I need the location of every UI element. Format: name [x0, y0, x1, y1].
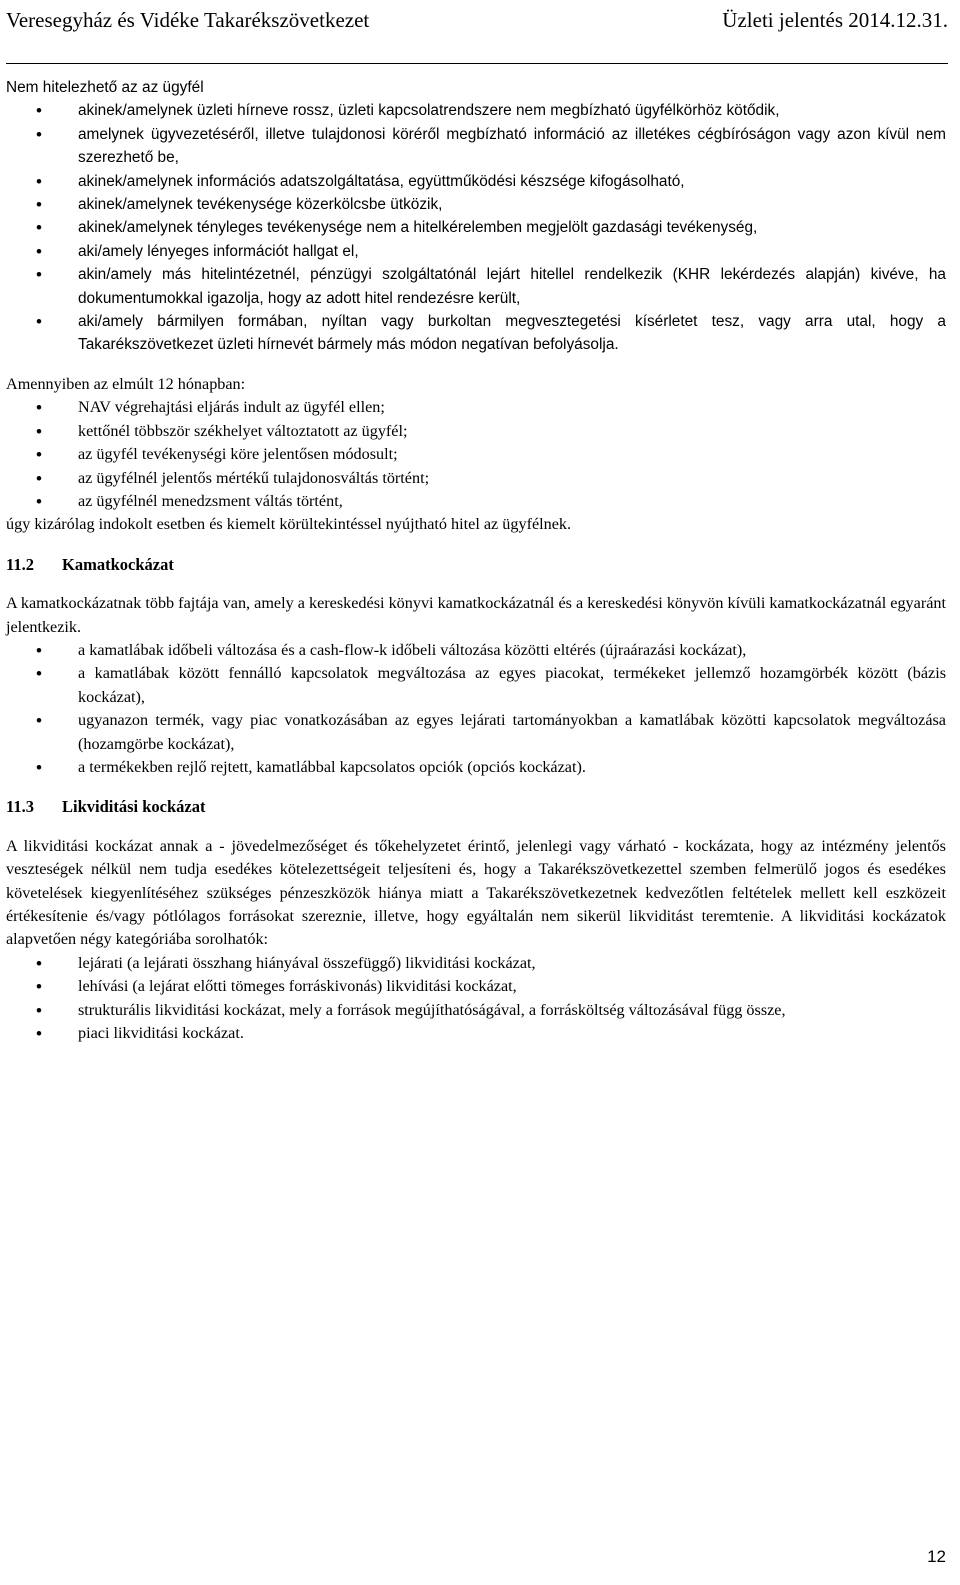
header-organization: Veresegyház és Vidéke Takarékszövetkezet: [6, 8, 370, 32]
list-item: • a kamatlábak időbeli változása és a cash-flow-k időbeli változása közötti eltérés (újraárazási kockázat),: [6, 639, 946, 662]
likvid-list: [6, 952, 946, 1046]
page-number: 12: [927, 1547, 946, 1566]
section-title: Kamatkockázat: [62, 554, 174, 574]
list-item: • lejárati (a lejárati összhang hiányával összefüggő) likviditási kockázat,: [6, 952, 946, 975]
section-heading-kamatkockazat: [6, 553, 946, 576]
section-title: Likviditási kockázat: [62, 797, 206, 817]
header-report-title: Üzleti jelentés 2014.12.31.: [722, 8, 948, 32]
page-header: [6, 0, 948, 64]
list-item: • az ügyfélnél jelentős mértékű tulajdonosváltás történt;: [6, 467, 946, 490]
likvid-intro: A likviditási kockázat annak a - jövedelmezőséget és tőkehelyzetet érintő, jelenlegi vagy várható - kockázata, hogy az intézmény jelentős veszteségek nélkül nem tudja esedékes kötelezettségeit teljesíteni és, hogy a Takarékszövetkezettel szemben felmerülő jogos és esedékes követelések kiegyenlítéséhez szükséges pénzeszközök hiánya miatt a Takarékszövetkezetnek kedvezőtlen feltételek mellett kell eszközeit értékesítenie és/vagy pótlólagos forrásokat szereznie, illetve, hogy egyáltalán nem sikerül likviditást teremtenie. A likviditási kockázatok alapvetően négy kategóriába sorolhatók:: [6, 836, 946, 949]
list-item: • az ügyfélnél menedzsment váltás történt,: [6, 490, 946, 513]
kamat-intro: A kamatkockázatnak több fajtája van, amely a kereskedési könyvi kamatkockázatnál és a kereskedési könyvön kívüli kamatkockázatnál egyaránt jelentkezik.: [6, 594, 946, 636]
list-item: • strukturális likviditási kockázat, mely a források megújíthatóságával, a forrásköltség változásával függ össze,: [6, 999, 946, 1022]
list-item: • piaci likviditási kockázat.: [6, 1022, 946, 1045]
nothitelezheto-list: [6, 99, 946, 356]
twelve-months-outro: úgy kizárólag indokolt esetben és kiemelt körültekintéssel nyújtható hitel az ügyfélnek.: [6, 515, 572, 534]
list-item: • ugyanazon termék, vagy piac vonatkozásában az egyes lejárati tartományokban a kamatlábak közötti kapcsolatok megváltozása (hozamgörbe kockázat),: [6, 709, 946, 756]
list-item: • aki/amely bármilyen formában, nyíltan vagy burkoltan megvesztegetési kísérletet tesz, vagy arra utal, hogy a Takarékszövetkezet üzleti hírnevét bármely más módon negatívan befolyásolja.: [6, 310, 946, 357]
list-item: • akinek/amelynek üzleti hírneve rossz, üzleti kapcsolatrendszere nem megbízható ügyfélkörhöz kötődik,: [6, 99, 946, 122]
list-item: • akinek/amelynek tényleges tevékenysége nem a hitelkérelemben megjelölt gazdasági tevékenység,: [6, 216, 946, 239]
list-item: • akin/amely más hitelintézetnél, pénzügyi szolgáltatónál lejárt hitellel rendelkezik (KHR lekérdezés alapján) kivéve, ha dokumentumokkal igazolja, hogy az adott hitel rendezésre került,: [6, 263, 946, 310]
list-item: • NAV végrehajtási eljárás indult az ügyfél ellen;: [6, 396, 946, 419]
list-item: • a termékekben rejlő rejtett, kamatlábbal kapcsolatos opciók (opciós kockázat).: [6, 756, 946, 779]
list-item: • lehívási (a lejárat előtti tömeges forráskivonás) likviditási kockázat,: [6, 975, 946, 998]
twelve-months-intro: Amennyiben az elmúlt 12 hónapban:: [6, 374, 246, 393]
list-item: • amelynek ügyvezetéséről, illetve tulajdonosi köréről megbízható információ az illetékes cégbíróságon vagy azon kívül nem szerezhető be,: [6, 123, 946, 170]
list-item: • az ügyfél tevékenységi köre jelentősen módosult;: [6, 443, 946, 466]
twelve-months-list: [6, 396, 946, 513]
section-number: 11.2: [6, 554, 34, 574]
nothitelezheto-intro: Nem hitelezhető az az ügyfél: [6, 79, 204, 96]
kamat-list: [6, 639, 946, 779]
section-number: 11.3: [6, 797, 34, 817]
document-body: [6, 76, 946, 1045]
list-item: • kettőnél többször székhelyet változtatott az ügyfél;: [6, 420, 946, 443]
list-item: • akinek/amelynek tevékenysége közerkölcsbe ütközik,: [6, 193, 946, 216]
list-item: • akinek/amelynek információs adatszolgáltatása, együttműködési készsége kifogásolható,: [6, 170, 946, 193]
section-heading-likviditasi-kockazat: [6, 795, 946, 818]
list-item: • a kamatlábak között fennálló kapcsolatok megváltozása az egyes piacokat, termékeket jellemző hozamgörbék között (bázis kockázat),: [6, 662, 946, 709]
list-item: • aki/amely lényeges információt hallgat el,: [6, 240, 946, 263]
